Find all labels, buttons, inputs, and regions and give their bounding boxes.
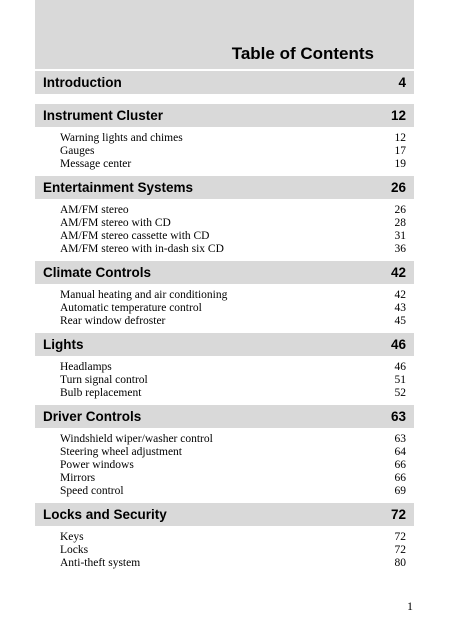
section-page-number: 26 bbox=[390, 180, 406, 195]
entry-title: Gauges bbox=[60, 145, 95, 157]
toc-entry[interactable] bbox=[60, 158, 406, 171]
entry-title: Power windows bbox=[60, 459, 134, 471]
section-title: Locks and Security bbox=[43, 507, 167, 522]
entry-page-number: 66 bbox=[394, 459, 406, 471]
toc-entry[interactable] bbox=[60, 374, 406, 387]
entry-title: Mirrors bbox=[60, 472, 96, 484]
entry-title: Automatic temperature control bbox=[60, 302, 202, 314]
section-page-number: 12 bbox=[390, 108, 406, 123]
entry-page-number: 43 bbox=[394, 302, 406, 314]
section-title: Instrument Cluster bbox=[43, 108, 164, 123]
header-band bbox=[35, 0, 414, 69]
entry-page-number: 64 bbox=[394, 446, 406, 458]
toc-section bbox=[35, 333, 414, 405]
entry-title: Keys bbox=[60, 531, 84, 543]
entry-page-number: 26 bbox=[394, 204, 406, 216]
toc-entry[interactable] bbox=[60, 289, 406, 302]
entry-title: AM/FM stereo bbox=[60, 204, 129, 216]
entry-title: AM/FM stereo cassette with CD bbox=[60, 230, 210, 242]
section-heading[interactable] bbox=[35, 104, 414, 127]
section-page-number: 42 bbox=[390, 265, 406, 280]
section-page-number: 72 bbox=[390, 507, 406, 522]
entry-page-number: 69 bbox=[394, 485, 406, 497]
toc-entry[interactable] bbox=[60, 446, 406, 459]
entry-page-number: 28 bbox=[394, 217, 406, 229]
entry-title: Rear window defroster bbox=[60, 315, 166, 327]
section-title: Introduction bbox=[43, 75, 122, 90]
entry-page-number: 72 bbox=[394, 544, 406, 556]
toc-section bbox=[35, 405, 414, 503]
section-entries bbox=[35, 526, 414, 575]
entry-page-number: 19 bbox=[394, 158, 406, 170]
entry-title: Anti-theft system bbox=[60, 557, 141, 569]
toc-entry[interactable] bbox=[60, 531, 406, 544]
entry-page-number: 51 bbox=[394, 374, 406, 386]
toc-section bbox=[35, 261, 414, 333]
toc-entry[interactable] bbox=[60, 302, 406, 315]
toc-section bbox=[35, 71, 414, 104]
section-page-number: 46 bbox=[390, 337, 406, 352]
entry-page-number: 52 bbox=[394, 387, 406, 399]
entry-title: Headlamps bbox=[60, 361, 112, 373]
entry-page-number: 46 bbox=[394, 361, 406, 373]
entry-title: AM/FM stereo with in-dash six CD bbox=[60, 243, 224, 255]
entry-title: Windshield wiper/washer control bbox=[60, 433, 213, 445]
toc-entry[interactable] bbox=[60, 361, 406, 374]
page-title: Table of Contents bbox=[231, 44, 374, 63]
section-heading[interactable] bbox=[35, 405, 414, 428]
section-page-number: 4 bbox=[398, 75, 406, 90]
toc-entry[interactable] bbox=[60, 315, 406, 328]
toc-section bbox=[35, 104, 414, 176]
section-title: Driver Controls bbox=[43, 409, 142, 424]
section-heading[interactable] bbox=[35, 176, 414, 199]
entry-page-number: 12 bbox=[394, 132, 406, 144]
section-heading[interactable] bbox=[35, 261, 414, 284]
entry-title: Locks bbox=[60, 544, 89, 556]
entry-title: AM/FM stereo with CD bbox=[60, 217, 171, 229]
section-entries bbox=[35, 428, 414, 503]
toc-entry[interactable] bbox=[60, 204, 406, 217]
section-title: Climate Controls bbox=[43, 265, 152, 280]
entry-page-number: 45 bbox=[394, 315, 406, 327]
entry-page-number: 66 bbox=[394, 472, 406, 484]
toc-entry[interactable] bbox=[60, 472, 406, 485]
toc-entry[interactable] bbox=[60, 243, 406, 256]
entry-title: Turn signal control bbox=[60, 374, 148, 386]
entry-title: Message center bbox=[60, 158, 132, 170]
toc-section bbox=[35, 176, 414, 261]
entry-page-number: 80 bbox=[394, 557, 406, 569]
section-heading[interactable] bbox=[35, 333, 414, 356]
entry-page-number: 36 bbox=[394, 243, 406, 255]
toc-section bbox=[35, 503, 414, 575]
section-entries bbox=[35, 284, 414, 333]
entry-title: Steering wheel adjustment bbox=[60, 446, 182, 458]
section-title: Lights bbox=[43, 337, 84, 352]
section-entries bbox=[35, 127, 414, 176]
toc-entry[interactable] bbox=[60, 230, 406, 243]
table-of-contents bbox=[35, 71, 414, 575]
toc-entry[interactable] bbox=[60, 217, 406, 230]
entry-title: Bulb replacement bbox=[60, 387, 142, 399]
toc-entry[interactable] bbox=[60, 132, 406, 145]
entry-page-number: 63 bbox=[394, 433, 406, 445]
toc-entry[interactable] bbox=[60, 433, 406, 446]
section-title: Entertainment Systems bbox=[43, 180, 194, 195]
toc-entry[interactable] bbox=[60, 387, 406, 400]
page-number: 1 bbox=[407, 599, 413, 613]
toc-entry[interactable] bbox=[60, 459, 406, 472]
toc-entry[interactable] bbox=[60, 145, 406, 158]
section-page-number: 63 bbox=[390, 409, 406, 424]
section-heading[interactable] bbox=[35, 71, 414, 94]
section-heading[interactable] bbox=[35, 503, 414, 526]
entry-title: Speed control bbox=[60, 485, 124, 497]
toc-entry[interactable] bbox=[60, 544, 406, 557]
entry-page-number: 42 bbox=[394, 289, 406, 301]
section-entries bbox=[35, 356, 414, 405]
entry-title: Warning lights and chimes bbox=[60, 132, 183, 144]
section-entries bbox=[35, 94, 414, 104]
section-entries bbox=[35, 199, 414, 261]
entry-page-number: 72 bbox=[394, 531, 406, 543]
entry-page-number: 31 bbox=[394, 230, 406, 242]
toc-entry[interactable] bbox=[60, 557, 406, 570]
entry-page-number: 17 bbox=[394, 145, 406, 157]
toc-entry[interactable] bbox=[60, 485, 406, 498]
entry-title: Manual heating and air conditioning bbox=[60, 289, 228, 301]
